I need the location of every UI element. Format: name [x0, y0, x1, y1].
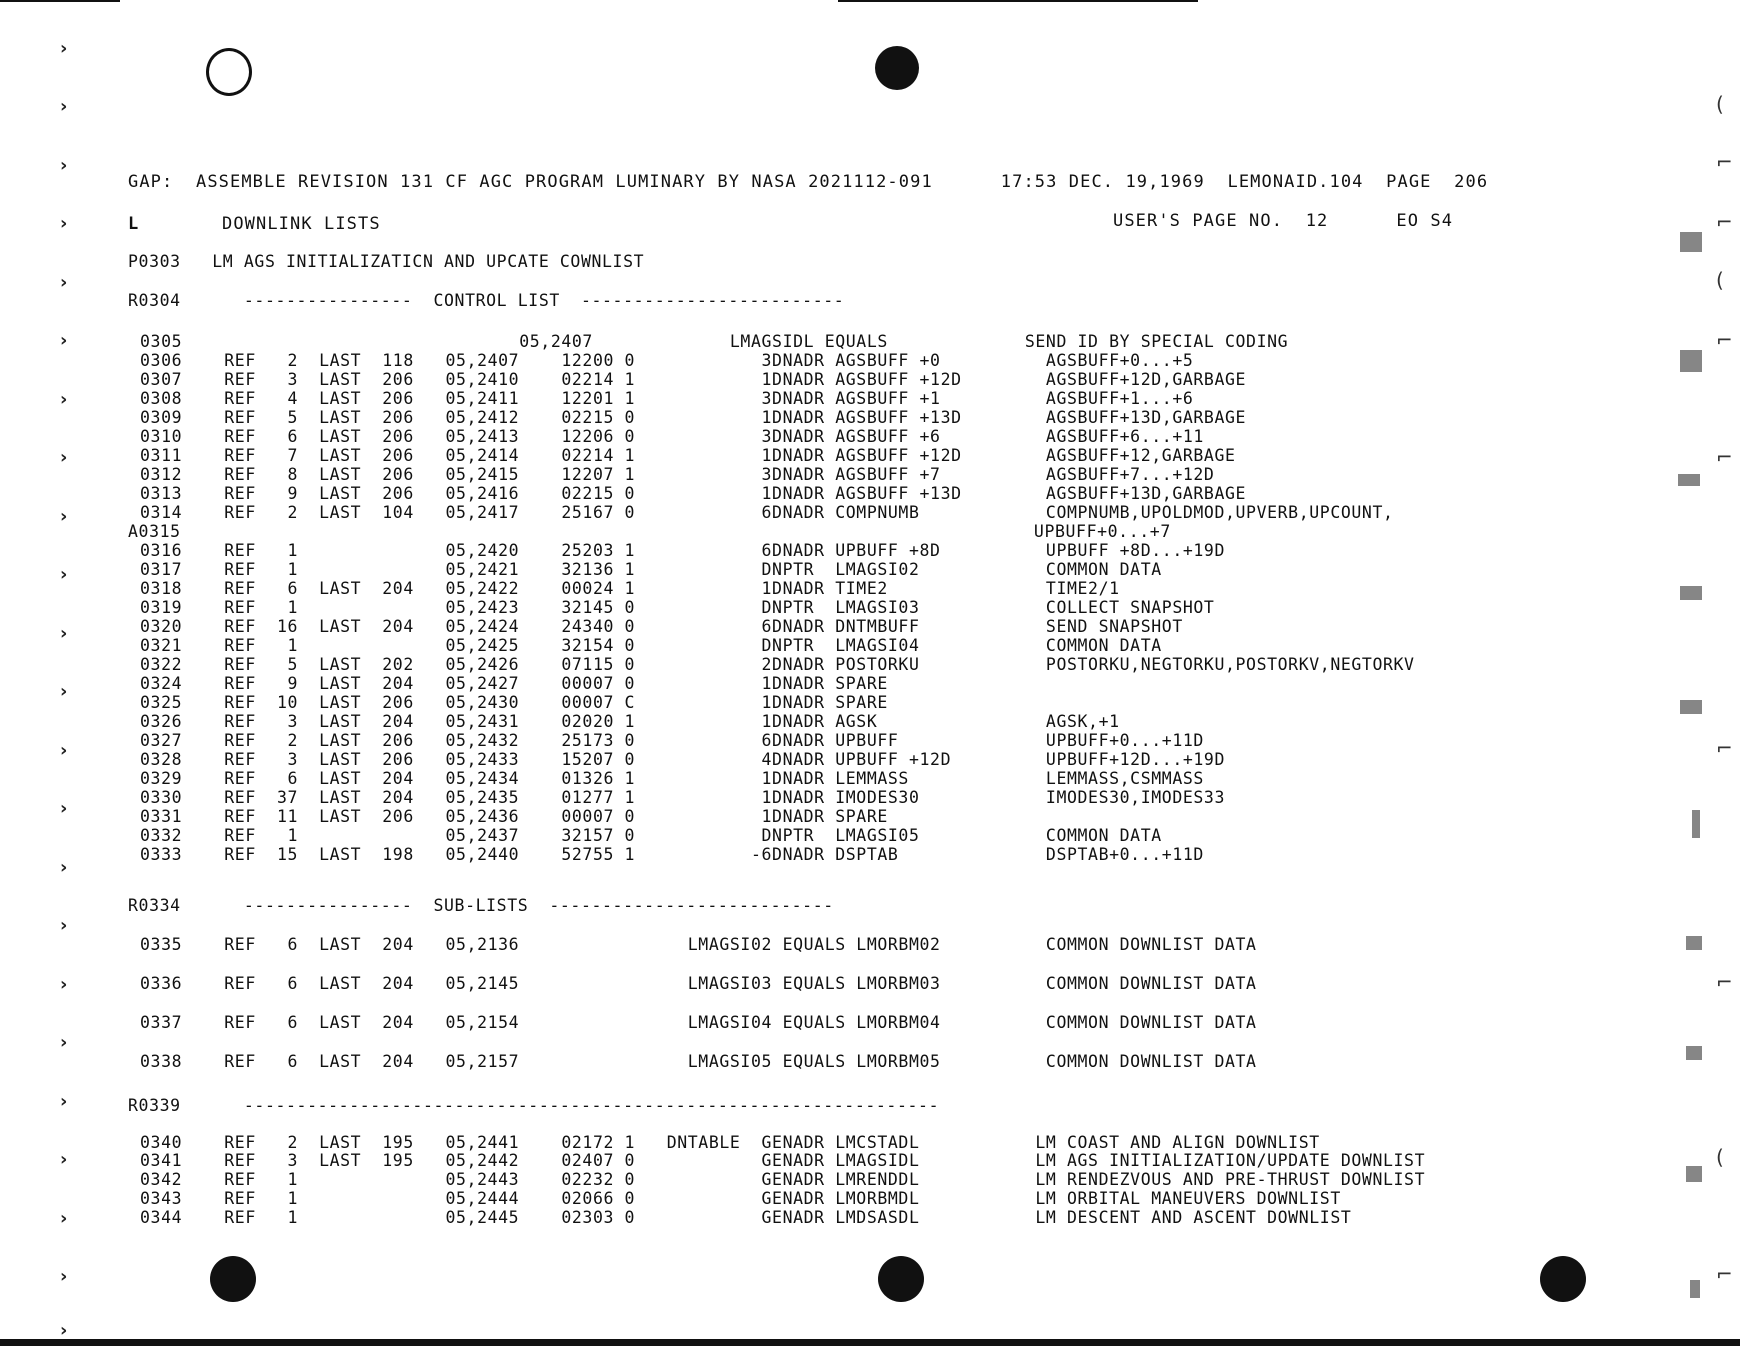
margin-mark: ⌐	[1716, 328, 1733, 352]
listing-line: 0325 REF 10 LAST 206 05,2430 00007 C 1DNADR SPARE	[140, 693, 888, 712]
scan-smudge	[1680, 232, 1702, 252]
margin-mark: ⌐	[1716, 736, 1733, 760]
listing-line: 0318 REF 6 LAST 204 05,2422 00024 1 1DNADR TIME2 TIME2/1	[140, 579, 1120, 598]
scan-smudge	[1680, 350, 1702, 372]
margin-mark: ›	[60, 1320, 68, 1341]
listing-line: P0303 LM AGS INITIALIZATICN AND UPCATE COWNLIST	[128, 252, 645, 271]
binder-hole-filled-bottom-left	[210, 1256, 256, 1302]
listing-line: 0308 REF 4 LAST 206 05,2411 12201 1 3DNADR AGSBUFF +1 AGSBUFF+1...+6	[140, 389, 1194, 408]
margin-mark: ⌐	[1716, 150, 1733, 174]
scan-smudge	[1680, 586, 1702, 600]
binder-hole-filled-bottom-right	[1540, 1256, 1586, 1302]
margin-mark: ›	[60, 1208, 68, 1229]
listing-line: R0339 ------------------------------------------------------------------	[128, 1096, 940, 1115]
margin-mark: ⌐	[1716, 445, 1733, 469]
scan-smudge	[1680, 700, 1702, 714]
margin-mark: ›	[60, 389, 68, 410]
listing-line: 0321 REF 1 05,2425 32154 0 DNPTR LMAGSI04 COMMON DATA	[140, 636, 1162, 655]
scan-smudge	[1678, 474, 1700, 486]
margin-mark: (	[1716, 92, 1724, 116]
listing-line: 0327 REF 2 LAST 206 05,2432 25173 0 6DNADR UPBUFF UPBUFF+0...+11D	[140, 731, 1204, 750]
listing-line: 0324 REF 9 LAST 204 05,2427 00007 0 1DNADR SPARE	[140, 674, 888, 693]
listing-line: 0310 REF 6 LAST 206 05,2413 12206 0 3DNADR AGSBUFF +6 AGSBUFF+6...+11	[140, 427, 1204, 446]
listing-line: 0326 REF 3 LAST 204 05,2431 02020 1 1DNADR AGSK AGSK,+1	[140, 712, 1120, 731]
listing-line: 0340 REF 2 LAST 195 05,2441 02172 1 DNTABLE GENADR LMCSTADL LM COAST AND ALIGN DOWNLIST	[140, 1133, 1320, 1152]
margin-mark: ›	[60, 623, 68, 644]
margin-mark: ›	[60, 1266, 68, 1287]
margin-mark: ›	[60, 857, 68, 878]
margin-mark: ›	[60, 1149, 68, 1170]
listing-line: 0343 REF 1 05,2444 02066 0 GENADR LMORBMDL LM ORBITAL MANEUVERS DOWNLIST	[140, 1189, 1341, 1208]
margin-mark: ›	[60, 974, 68, 995]
margin-mark: ›	[60, 213, 68, 234]
listing-line: 0330 REF 37 LAST 204 05,2435 01277 1 1DNADR IMODES30 IMODES30,IMODES33	[140, 788, 1225, 807]
listing-line: 0313 REF 9 LAST 206 05,2416 02215 0 1DNADR AGSBUFF +13D AGSBUFF+13D,GARBAGE	[140, 484, 1247, 503]
margin-mark: ›	[60, 96, 68, 117]
margin-mark: (	[1716, 1145, 1724, 1169]
listing-line: 0332 REF 1 05,2437 32157 0 DNPTR LMAGSI05 COMMON DATA	[140, 826, 1162, 845]
listing-line: 0333 REF 15 LAST 198 05,2440 52755 1 -6DNADR DSPTAB DSPTAB+0...+11D	[140, 845, 1204, 864]
margin-mark: ›	[60, 1091, 68, 1112]
listing-line: 0329 REF 6 LAST 204 05,2434 01326 1 1DNADR LEMMASS LEMMASS,CSMMASS	[140, 769, 1204, 788]
listing-line: R0334 ---------------- SUB-LISTS ---------------------------	[128, 896, 834, 915]
listing-line: 0342 REF 1 05,2443 02232 0 GENADR LMRENDDL LM RENDEZVOUS AND PRE-THRUST DOWNLIST	[140, 1170, 1426, 1189]
users-page-number: USER'S PAGE NO. 12 EO S4	[1113, 211, 1454, 231]
margin-mark: ›	[60, 330, 68, 351]
margin-mark: (	[1716, 268, 1724, 292]
listing-line: 0312 REF 8 LAST 206 05,2415 12207 1 3DNADR AGSBUFF +7 AGSBUFF+7...+12D	[140, 465, 1215, 484]
listing-line: 0341 REF 3 LAST 195 05,2442 02407 0 GENADR LMAGSIDL LM AGS INITIALIZATION/UPDATE DOWNLIST	[140, 1151, 1426, 1170]
margin-mark: ⌐	[1716, 1262, 1733, 1286]
margin-mark: ⌐	[1716, 210, 1733, 234]
listing-line: 0335 REF 6 LAST 204 05,2136 LMAGSI02 EQUALS LMORBM02 COMMON DOWNLIST DATA	[140, 935, 1257, 954]
scan-smudge	[1690, 1280, 1700, 1298]
section-letter: L	[128, 214, 140, 234]
margin-mark: ›	[60, 564, 68, 585]
margin-mark: ›	[60, 681, 68, 702]
margin-mark: ›	[60, 915, 68, 936]
binder-hole-filled-bottom-center	[878, 1256, 924, 1302]
listing-line: 0316 REF 1 05,2420 25203 1 6DNADR UPBUFF +8D UPBUFF +8D...+19D	[140, 541, 1225, 560]
listing-line: 0314 REF 2 LAST 104 05,2417 25167 0 6DNADR COMPNUMB COMPNUMB,UPOLDMOD,UPVERB,UPCOUNT,	[140, 503, 1394, 522]
listing-line: 0338 REF 6 LAST 204 05,2157 LMAGSI05 EQUALS LMORBM05 COMMON DOWNLIST DATA	[140, 1052, 1257, 1071]
margin-mark: ›	[60, 272, 68, 293]
margin-mark: ›	[60, 798, 68, 819]
listing-line: 0317 REF 1 05,2421 32136 1 DNPTR LMAGSI02 COMMON DATA	[140, 560, 1162, 579]
scan-smudge	[1686, 1166, 1702, 1182]
scan-smudge	[1692, 810, 1700, 838]
scan-smudge	[1686, 936, 1702, 950]
margin-mark: ›	[60, 155, 68, 176]
listing-line: 0344 REF 1 05,2445 02303 0 GENADR LMDSASDL LM DESCENT AND ASCENT DOWNLIST	[140, 1208, 1352, 1227]
listing-line: 0322 REF 5 LAST 202 05,2426 07115 0 2DNADR POSTORKU POSTORKU,NEGTORKU,POSTORKV,NEGTORKV	[140, 655, 1415, 674]
margin-mark: ›	[60, 447, 68, 468]
listing-line: 0305 05,2407 LMAGSIDL EQUALS SEND ID BY SPECIAL CODING	[140, 332, 1289, 351]
listing-line: 0331 REF 11 LAST 206 05,2436 00007 0 1DNADR SPARE	[140, 807, 888, 826]
top-rule-left	[0, 0, 120, 2]
margin-mark: ›	[60, 506, 68, 527]
binder-hole-filled-top	[875, 46, 919, 90]
margin-mark: ›	[60, 740, 68, 761]
bottom-rule	[0, 1339, 1740, 1346]
listing-line: 0319 REF 1 05,2423 32145 0 DNPTR LMAGSI03 COLLECT SNAPSHOT	[140, 598, 1215, 617]
margin-mark: ⌐	[1716, 970, 1733, 994]
listing-line: 0320 REF 16 LAST 204 05,2424 24340 0 6DNADR DNTMBUFF SEND SNAPSHOT	[140, 617, 1183, 636]
listing-line: R0304 ---------------- CONTROL LIST -------------------------	[128, 291, 845, 310]
listing-line: 0309 REF 5 LAST 206 05,2412 02215 0 1DNADR AGSBUFF +13D AGSBUFF+13D,GARBAGE	[140, 408, 1247, 427]
listing-header: GAP: ASSEMBLE REVISION 131 CF AGC PROGRAM LUMINARY BY NASA 2021112-091 17:53 DEC. 19,1969 LEMONAID.104 PAGE 206	[128, 172, 1489, 192]
margin-mark: ›	[60, 38, 68, 59]
listing-line: 0306 REF 2 LAST 118 05,2407 12200 0 3DNADR AGSBUFF +0 AGSBUFF+0...+5	[140, 351, 1194, 370]
listing-line: 0337 REF 6 LAST 204 05,2154 LMAGSI04 EQUALS LMORBM04 COMMON DOWNLIST DATA	[140, 1013, 1257, 1032]
margin-mark: ›	[60, 1032, 68, 1053]
listing-line: 0307 REF 3 LAST 206 05,2410 02214 1 1DNADR AGSBUFF +12D AGSBUFF+12D,GARBAGE	[140, 370, 1247, 389]
section-title: DOWNLINK LISTS	[222, 214, 381, 234]
listing-line: 0336 REF 6 LAST 204 05,2145 LMAGSI03 EQUALS LMORBM03 COMMON DOWNLIST DATA	[140, 974, 1257, 993]
listing-line: 0328 REF 3 LAST 206 05,2433 15207 0 4DNADR UPBUFF +12D UPBUFF+12D...+19D	[140, 750, 1225, 769]
binder-hole-open	[206, 48, 252, 96]
scan-smudge	[1686, 1046, 1702, 1060]
top-rule-center	[838, 0, 1198, 2]
listing-line: A0315 UPBUFF+0...+7	[128, 522, 1171, 541]
listing-line: 0311 REF 7 LAST 206 05,2414 02214 1 1DNADR AGSBUFF +12D AGSBUFF+12,GARBAGE	[140, 446, 1236, 465]
